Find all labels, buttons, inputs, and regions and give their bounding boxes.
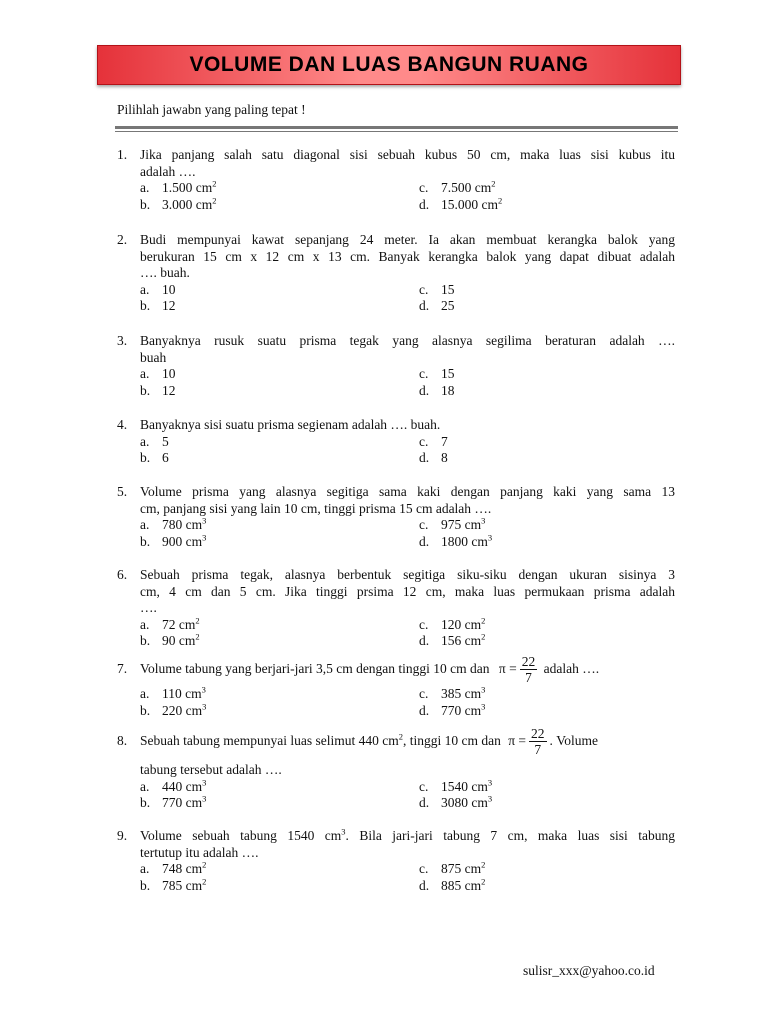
option-d[interactable]: d. 25 (419, 298, 455, 313)
question-2 (117, 232, 677, 315)
question-text: buah (140, 349, 167, 365)
question-number: 7. (117, 661, 128, 676)
question-6 (117, 567, 677, 650)
option-b[interactable]: b. 900 $cm^3$ (140, 532, 207, 549)
option-d[interactable]: d. 1800 $cm^3$ (419, 532, 493, 549)
question-text: Banyaknya rusuk suatu prisma tegak yang alasnya segilima beraturan adalah …. (140, 333, 675, 348)
page-title: VOLUME DAN LUAS BANGUN RUANG (189, 53, 589, 76)
option-d[interactable]: d. 156 $cm^2$ (419, 631, 486, 648)
option-b[interactable]: b. 6 (140, 450, 169, 465)
fraction: $\frac{22}{7}$ (531, 726, 545, 758)
option-a[interactable]: a. 10 (140, 281, 176, 297)
question-text: adalah …. (543, 661, 600, 676)
question-text: …. buah. (140, 265, 190, 280)
option-c[interactable]: c. 385 $cm^3$ (419, 684, 486, 701)
question-text: cm, 4 cm dan 5 cm. Jika tinggi prsima 12 cm, maka luas permukaan prisma adalah (140, 583, 675, 599)
question-number: 4. (117, 417, 128, 432)
fraction: $\frac{22}{7}$ (521, 654, 536, 686)
option-d[interactable]: d. 18 (419, 382, 455, 398)
question-number: 3. (117, 333, 128, 348)
option-b[interactable]: b. 90 $cm^2$ (140, 631, 200, 648)
question-text: , tinggi 10 cm dan (402, 733, 501, 748)
option-b[interactable]: b. 785 $cm^2$ (140, 876, 207, 893)
option-b[interactable]: b. 3.000 $cm^2$ (140, 195, 217, 212)
question-text: Volume tabung yang berjari-jari 3,5 cm dengan tinggi 10 cm dan (140, 661, 490, 676)
option-c[interactable]: c. 15 (419, 281, 455, 297)
option-a[interactable]: a. 10 (140, 366, 176, 381)
option-a[interactable]: a. 780 $cm^3$ (140, 515, 207, 532)
option-c[interactable]: c. 975 $cm^3$ (419, 515, 486, 532)
option-b[interactable]: b. 220 $cm^3$ (140, 701, 207, 718)
question-text: . Volume (549, 733, 599, 748)
option-a[interactable]: a. 72 $cm^2$ (140, 615, 200, 632)
option-d[interactable]: d. 8 (419, 450, 448, 465)
question-text: Jika panjang salah satu diagonal sisi sebuah kubus 50 cm, maka luas sisi kubus itu (140, 147, 675, 162)
option-d[interactable]: d. 885 $cm^2$ (419, 876, 486, 893)
option-a[interactable]: a. 5 (140, 433, 169, 449)
question-text: Volume sebuah tabung 1540 $cm^3$. Bila jari-jari tabung 7 cm, maka luas sisi tabung (140, 826, 675, 843)
question-text: Banyaknya sisi suatu prisma segienam adalah …. buah. (140, 417, 441, 432)
option-d[interactable]: d. 770 $cm^3$ (419, 701, 486, 718)
pi-symbol: π = (508, 733, 527, 748)
question-number: 1. (117, 147, 128, 162)
option-b[interactable]: b. 12 (140, 298, 176, 313)
question-number: 5. (117, 484, 128, 499)
option-b[interactable]: b. 770 $cm^3$ (140, 793, 207, 810)
question-number: 2. (117, 232, 128, 247)
question-text: Budi mempunyai kawat sepanjang 24 meter. Ia akan membuat kerangka balok yang (140, 232, 675, 247)
question-5 (117, 484, 677, 550)
option-c[interactable]: c. 7.500 $cm^2$ (419, 178, 496, 195)
option-c[interactable]: c. 1540 $cm^3$ (419, 777, 493, 794)
divider-thin (115, 131, 678, 132)
option-d[interactable]: d. 15.000 $cm^2$ (419, 195, 503, 212)
option-b[interactable]: b. 12 (140, 382, 176, 398)
option-c[interactable]: c. 120 $cm^2$ (419, 615, 486, 632)
option-a[interactable]: a. 1.500 $cm^2$ (140, 178, 217, 195)
option-a[interactable]: a. 440 $cm^3$ (140, 777, 207, 794)
instruction: Pilihlah jawabn yang paling tepat ! (117, 102, 306, 117)
question-text: tertutup itu adalah …. (140, 844, 259, 860)
option-c[interactable]: c. 875 $cm^2$ (419, 859, 486, 876)
question-number: 6. (117, 567, 128, 582)
question-9 (117, 828, 677, 894)
question-text: Sebuah tabung mempunyai luas selimut 440 cm (140, 733, 399, 748)
question-text: cm, panjang sisi yang lain 10 cm, tinggi prisma 15 cm adalah …. (140, 500, 492, 516)
question-text: berukuran 15 cm x 12 cm x 13 cm. Banyak kerangka balok yang dapat dibuat adalah (140, 248, 675, 264)
question-text: …. (140, 600, 157, 615)
title-banner (97, 45, 681, 85)
pi-symbol: π = (498, 661, 517, 676)
option-a[interactable]: a. 110 $cm^3$ (140, 684, 206, 701)
question-8: 8. Sebuah tabung mempunyai luas selimut 440 $cm^2$, tinggi 10 cm dan π = $\frac{22}{7}$ . Volume tabung tersebut adalah …. a. 440 $cm^3$ c. 1540 $cm^3$ b. 770 $cm^3$ d. 3080 $cm^3$ (117, 724, 677, 812)
question-text: Volume prisma yang alasnya segitiga sama kaki dengan panjang kaki yang sama 13 (140, 484, 675, 499)
option-d[interactable]: d. 3080 $cm^3$ (419, 793, 493, 810)
question-1 (117, 147, 677, 213)
question-number: 9. (117, 828, 128, 843)
option-a[interactable]: a. 748 $cm^2$ (140, 859, 207, 876)
divider-thick (115, 126, 678, 129)
option-c[interactable]: c. 15 (419, 366, 455, 381)
question-7 (117, 652, 677, 719)
footer-email: sulisr_xxx@yahoo.co.id (523, 963, 655, 978)
question-3 (117, 333, 677, 399)
option-c[interactable]: c. 7 (419, 433, 448, 449)
question-text: tabung tersebut adalah …. (140, 762, 282, 777)
question-number: 8. (117, 733, 128, 748)
question-4 (117, 417, 677, 467)
question-text: Sebuah prisma tegak, alasnya berbentuk segitiga siku-siku dengan ukuran sisinya 3 (140, 567, 675, 582)
question-text: adalah …. (140, 163, 196, 179)
